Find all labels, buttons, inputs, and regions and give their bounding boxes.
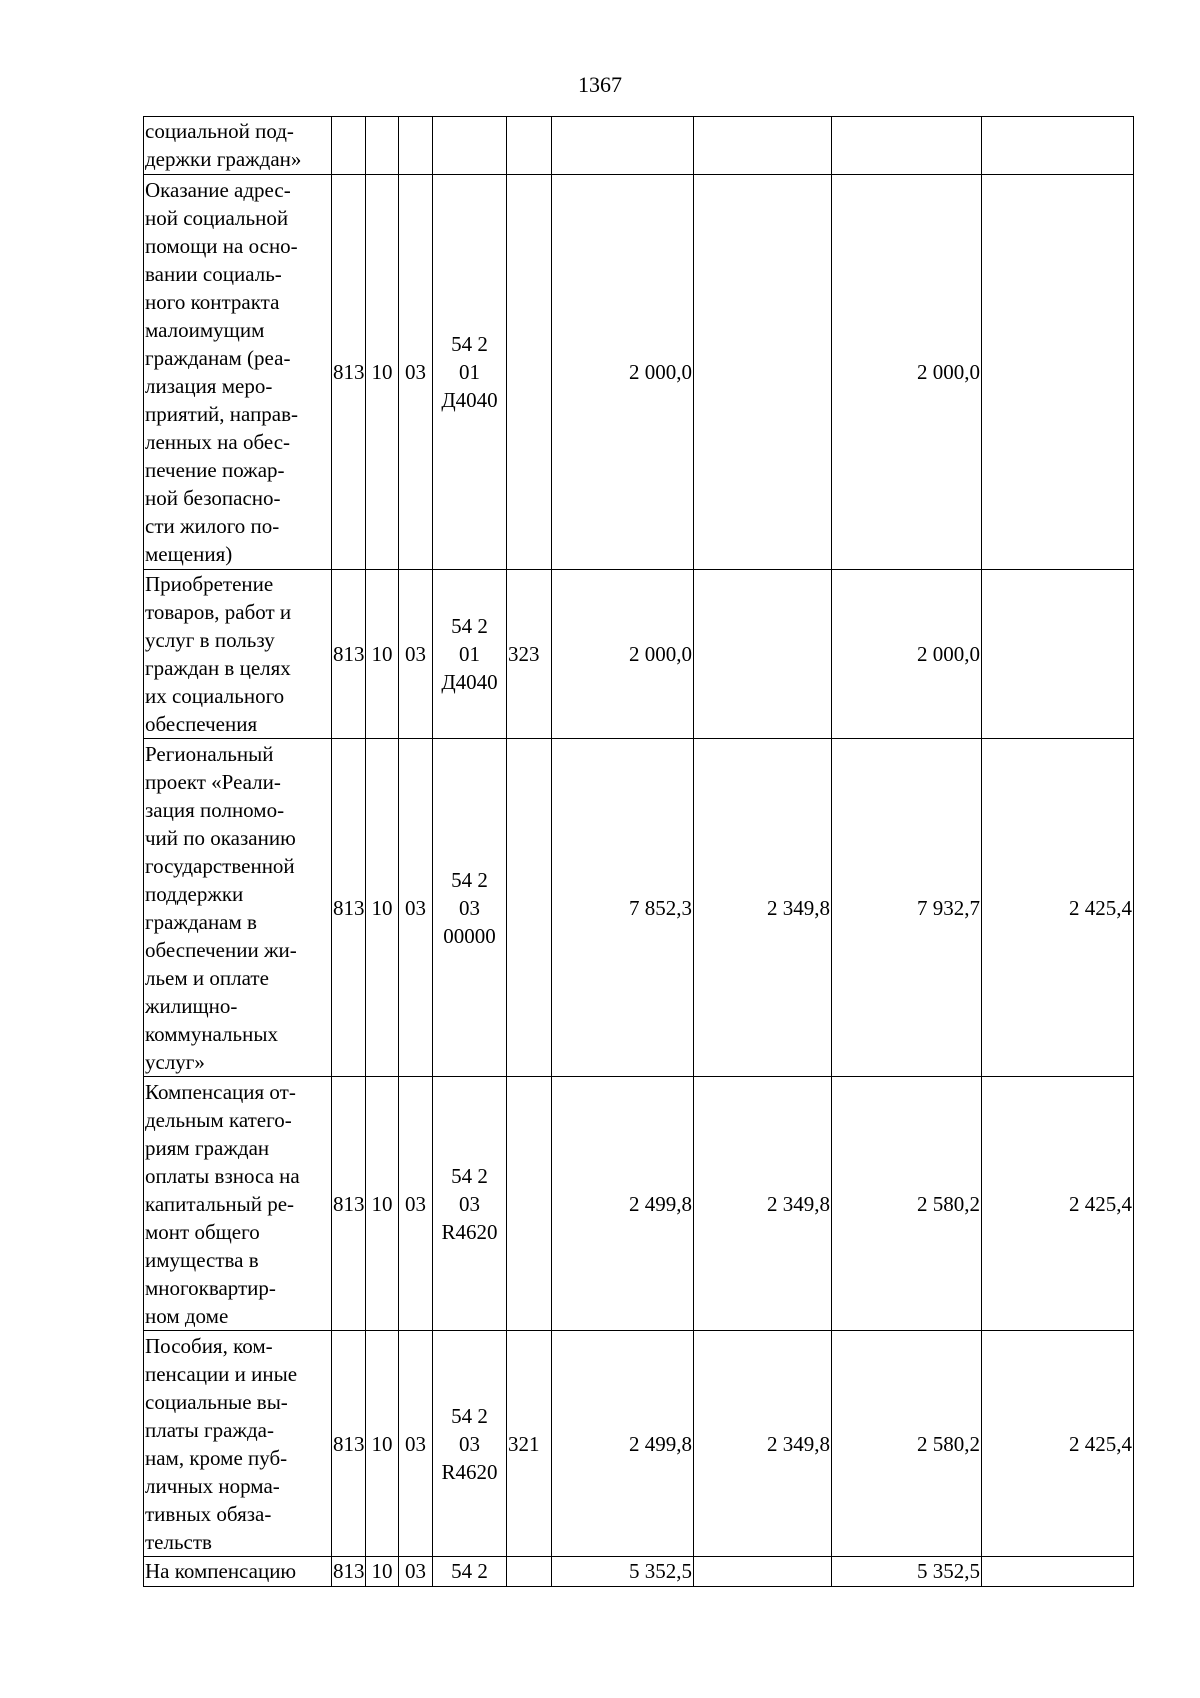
federal-amount-year1-cell (694, 117, 832, 175)
section-code-cell: 10 (366, 1557, 399, 1587)
subsection-code-cell: 03 (399, 1557, 433, 1587)
target-article-cell: 54 2 01 Д4040 (433, 175, 507, 570)
expense-type-cell (507, 1557, 552, 1587)
amount-year2-cell (832, 117, 982, 175)
federal-amount-year1-cell: 2 349,8 (694, 1331, 832, 1557)
target-article-cell: 54 2 03 R4620 (433, 1077, 507, 1331)
expense-type-cell (507, 175, 552, 570)
federal-amount-year2-cell: 2 425,4 (982, 1331, 1134, 1557)
row-name-cell: социальной под- держки граждан» (144, 117, 332, 175)
amount-year2-cell: 5 352,5 (832, 1557, 982, 1587)
federal-amount-year2-cell: 2 425,4 (982, 739, 1134, 1077)
section-code-cell: 10 (366, 1331, 399, 1557)
subsection-code-cell: 03 (399, 570, 433, 739)
amount-year1-cell: 2 499,8 (552, 1077, 694, 1331)
expense-type-cell (507, 739, 552, 1077)
amount-year1-cell: 2 000,0 (552, 175, 694, 570)
ministry-code-cell: 813 (332, 175, 366, 570)
row-name-cell: Оказание адрес- ной социальной помощи на осно- вании социаль- ного контракта малоимущим гражданам (реа- лизация меро- приятий, направ- ленных на обес- печение пожар- ной безопасно- сти жилого по- мещения) (144, 175, 332, 570)
amount-year2-cell: 2 000,0 (832, 175, 982, 570)
expense-type-cell: 323 (507, 570, 552, 739)
table-row (144, 117, 1134, 175)
amount-year2-cell: 2 580,2 (832, 1077, 982, 1331)
amount-year2-cell: 7 932,7 (832, 739, 982, 1077)
amount-year2-cell: 2 000,0 (832, 570, 982, 739)
federal-amount-year1-cell (694, 1557, 832, 1587)
row-name-cell: Приобретение товаров, работ и услуг в пользу граждан в целях их социального обеспечения (144, 570, 332, 739)
table-row (144, 570, 1134, 739)
section-code-cell: 10 (366, 570, 399, 739)
subsection-code-cell: 03 (399, 739, 433, 1077)
section-code-cell: 10 (366, 739, 399, 1077)
target-article-cell: 54 2 (433, 1557, 507, 1587)
federal-amount-year2-cell (982, 1557, 1134, 1587)
table-row (144, 1331, 1134, 1557)
target-article-cell (433, 117, 507, 175)
row-name-cell: Региональный проект «Реали- зация полномо- чий по оказанию государственной поддержки гражданам в обеспечении жи- льем и оплате жилищно- коммунальных услуг» (144, 739, 332, 1077)
amount-year1-cell: 2 499,8 (552, 1331, 694, 1557)
page-number: 1367 (578, 72, 622, 97)
subsection-code-cell: 03 (399, 1077, 433, 1331)
federal-amount-year2-cell: 2 425,4 (982, 1077, 1134, 1331)
federal-amount-year2-cell (982, 570, 1134, 739)
budget-table (143, 116, 1134, 1587)
expense-type-cell (507, 117, 552, 175)
amount-year2-cell: 2 580,2 (832, 1331, 982, 1557)
ministry-code-cell: 813 (332, 1331, 366, 1557)
target-article-cell: 54 2 03 00000 (433, 739, 507, 1077)
ministry-code-cell (332, 117, 366, 175)
federal-amount-year1-cell (694, 175, 832, 570)
row-name-cell: Пособия, ком- пенсации и иные социальные вы- платы гражда- нам, кроме пуб- личных норма- тивных обяза- тельств (144, 1331, 332, 1557)
ministry-code-cell: 813 (332, 570, 366, 739)
table-row (144, 739, 1134, 1077)
expense-type-cell: 321 (507, 1331, 552, 1557)
target-article-cell: 54 2 03 R4620 (433, 1331, 507, 1557)
amount-year1-cell (552, 117, 694, 175)
federal-amount-year2-cell (982, 117, 1134, 175)
section-code-cell: 10 (366, 175, 399, 570)
expense-type-cell (507, 1077, 552, 1331)
federal-amount-year1-cell: 2 349,8 (694, 739, 832, 1077)
section-code-cell (366, 117, 399, 175)
federal-amount-year1-cell (694, 570, 832, 739)
subsection-code-cell (399, 117, 433, 175)
subsection-code-cell: 03 (399, 1331, 433, 1557)
target-article-cell: 54 2 01 Д4040 (433, 570, 507, 739)
ministry-code-cell: 813 (332, 739, 366, 1077)
row-name-cell: На компенсацию (144, 1557, 332, 1587)
amount-year1-cell: 5 352,5 (552, 1557, 694, 1587)
amount-year1-cell: 2 000,0 (552, 570, 694, 739)
row-name-cell: Компенсация от- дельным катего- риям граждан оплаты взноса на капитальный ре- монт общего имущества в многоквартир- ном доме (144, 1077, 332, 1331)
amount-year1-cell: 7 852,3 (552, 739, 694, 1077)
subsection-code-cell: 03 (399, 175, 433, 570)
ministry-code-cell: 813 (332, 1557, 366, 1587)
federal-amount-year1-cell: 2 349,8 (694, 1077, 832, 1331)
ministry-code-cell: 813 (332, 1077, 366, 1331)
table-row (144, 1557, 1134, 1587)
federal-amount-year2-cell (982, 175, 1134, 570)
section-code-cell: 10 (366, 1077, 399, 1331)
table-row (144, 1077, 1134, 1331)
table-row (144, 175, 1134, 570)
